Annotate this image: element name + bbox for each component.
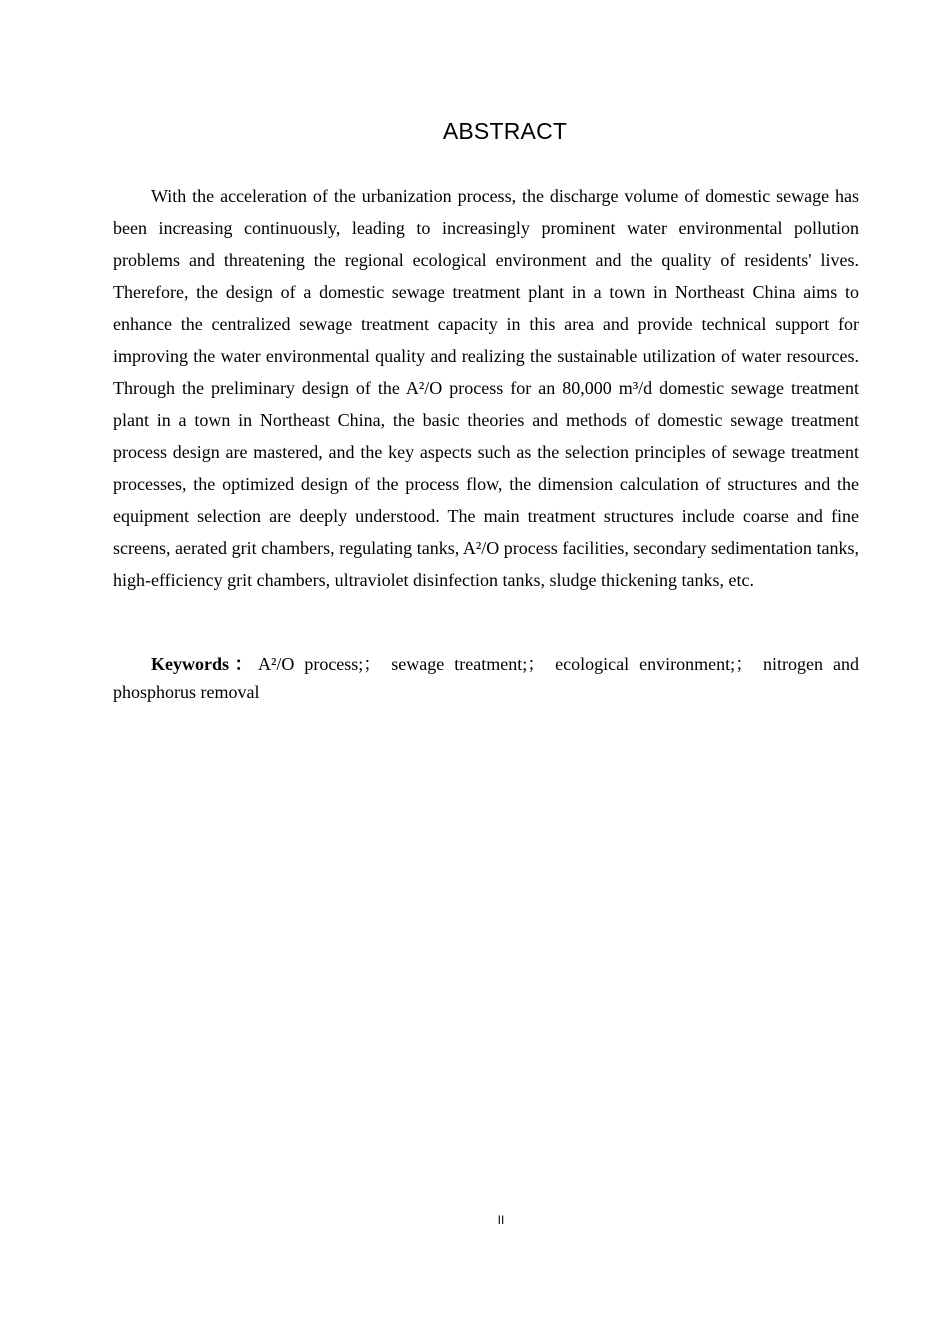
keywords-paragraph [113, 650, 859, 706]
keywords-label: Keywords： [151, 654, 258, 674]
abstract-body: With the acceleration of the urbanization process, the discharge volume of domestic sewage has been increasing continuously, leading to increasingly prominent water environmental pollution problems and threatening the regional ecological environment and the quality of residents' lives. Therefore, the design of a domestic sewage treatment plant in a town in Northeast China aims to enhance the centralized sewage treatment capacity in this area and provide technical support for improving the water environmental quality and realizing the sustainable utilization of water resources. Through the preliminary design of the A²/O process for an 80,000 m³/d domestic sewage treatment plant in a town in Northeast China, the basic theories and methods of domestic sewage treatment process design are mastered, and the key aspects such as the selection principles of sewage treatment processes, the optimized design of the process flow, the dimension calculation of structures and the equipment selection are deeply understood. The main treatment structures include coarse and fine screens, aerated grit chambers, regulating tanks, A²/O process facilities, secondary sedimentation tanks, high-efficiency grit chambers, ultraviolet disinfection tanks, sludge thickening tanks, etc. [113, 186, 859, 590]
abstract-title: ABSTRACT [442, 118, 568, 144]
page-number: II [497, 1213, 505, 1227]
keywords-text: A²/O process;； sewage treatment;； ecological environment;； nitrogen and phosphorus removal [113, 654, 859, 702]
